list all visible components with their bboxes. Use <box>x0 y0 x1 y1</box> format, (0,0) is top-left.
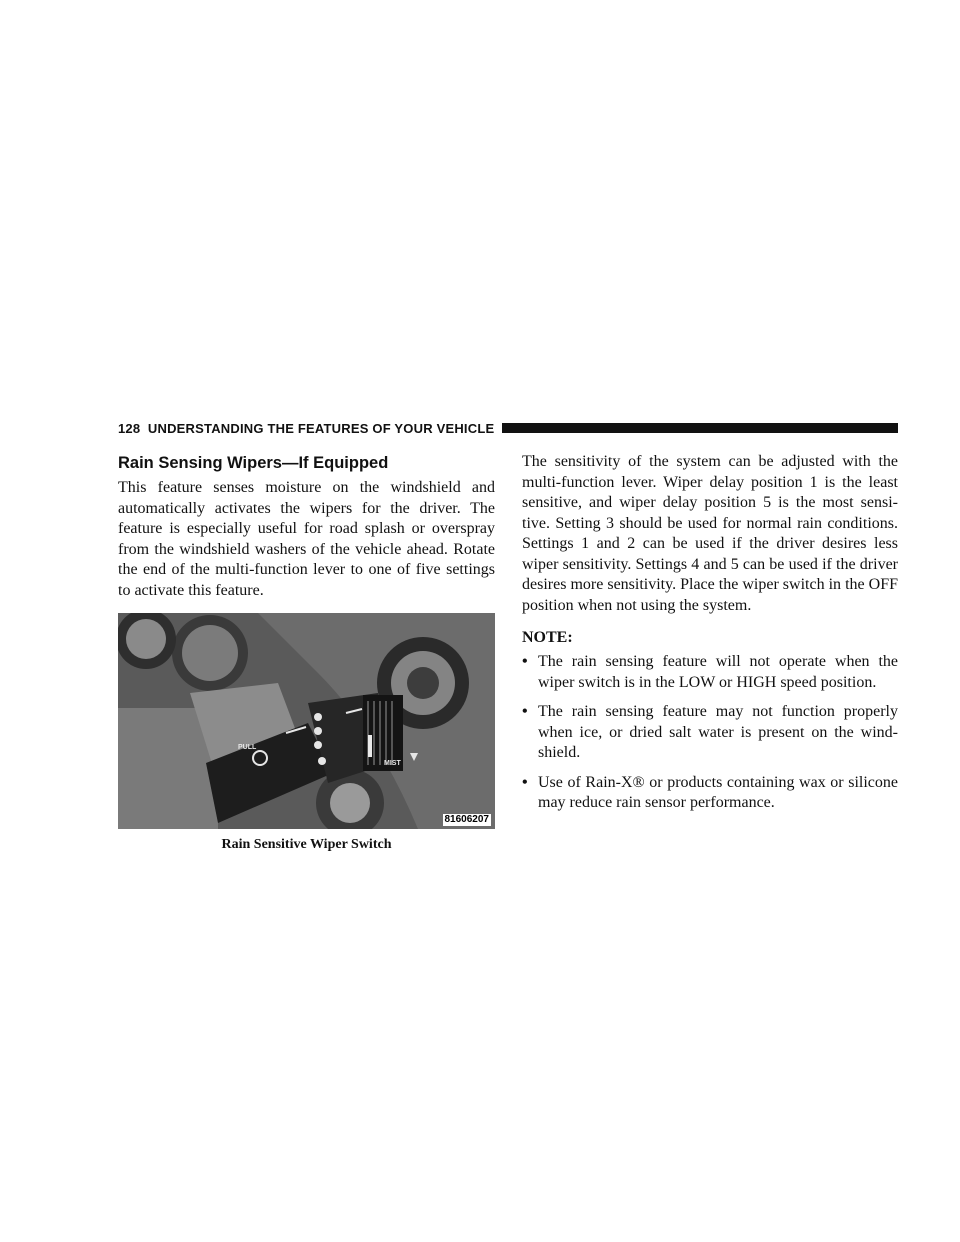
left-column <box>118 452 495 853</box>
note-item <box>522 652 898 693</box>
note-heading: NOTE: <box>522 629 573 646</box>
wiper-lever-illustration <box>118 613 495 829</box>
note-text: Use of Rain-X® or products containing wax or silicone may reduce rain sensor performance. <box>538 773 898 811</box>
header-spacer <box>140 421 148 436</box>
bullet-icon: • <box>522 653 528 670</box>
note-item <box>522 702 898 764</box>
note-text: The rain sensing feature may not function properly when ice, or dried salt water is present on the wind-shield. <box>538 703 898 761</box>
bullet-icon: • <box>522 703 528 720</box>
header-page-number: 128 <box>118 420 141 436</box>
image-caption: Rain Sensitive Wiper Switch <box>221 837 392 852</box>
lever-label-mist: MIST <box>384 760 401 767</box>
right-column <box>522 452 898 823</box>
wiper-lever-photo <box>118 613 495 829</box>
header-title: UNDERSTANDING THE FEATURES OF YOUR VEHICLE <box>147 420 495 436</box>
bullet-icon: • <box>522 773 528 791</box>
note-item <box>522 773 898 814</box>
note-list <box>522 652 898 814</box>
header-rule <box>502 423 898 433</box>
note-text: The rain sensing feature will not operate when the wiper switch is in the LOW or HIGH speed position. <box>538 653 898 691</box>
page-header <box>118 418 898 438</box>
intro-paragraph: This feature senses moisture on the windshield and automatically activates the wipers for the driver. The feature is especially useful for road splash or overspray from the windshield washers of the vehicle ahead. Rotate the end of the multi-function lever to one of five settings to activate this feature. <box>118 479 495 599</box>
section-title: Rain Sensing Wipers—If Equipped <box>118 454 389 472</box>
lever-label-pull: PULL <box>238 744 257 751</box>
image-code: 81606207 <box>444 814 489 825</box>
sensitivity-paragraph: The sensitivity of the system can be adjusted with the multi-function lever. Wiper delay position 1 is the least sensitive, and wiper delay position 5 is the most sensi-tive. Setting 3 should be used for normal rain conditions. Settings 1 and 2 can be used if the driver desires less wiper sensitivity. Settings 4 and 5 can be used if the driver desires more sensitivity. Place the wiper switch in the OFF position when not using the system. <box>522 453 898 614</box>
